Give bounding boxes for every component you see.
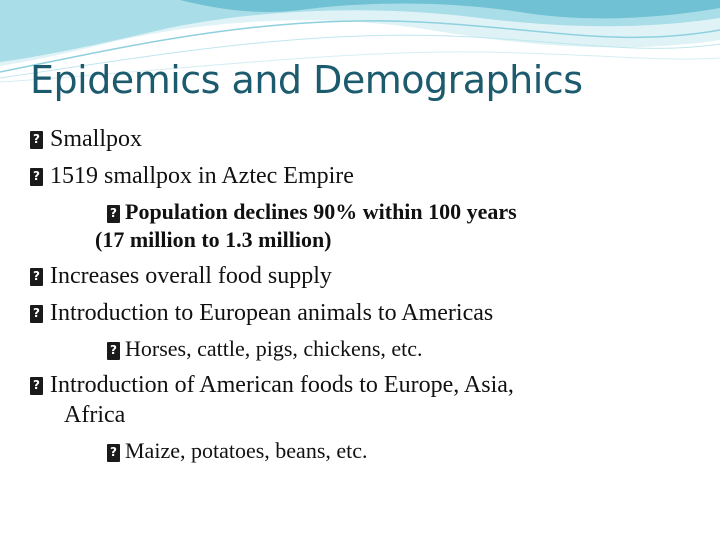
bullet-item: [30, 124, 710, 154]
sub-bullet-item: [30, 437, 710, 465]
sub-bullet-continuation: (17 million to 1.3 million): [95, 227, 332, 252]
missing-glyph-box-icon: [30, 168, 43, 186]
bullet-continuation: Africa: [64, 402, 126, 428]
bullet-item: [30, 298, 710, 328]
missing-glyph-box-icon: [30, 268, 43, 286]
bullet-item: [30, 161, 710, 191]
sub-bullet-text: Population declines 90% within 100 years: [125, 199, 517, 224]
sub-bullet-item: [30, 198, 710, 254]
bullet-list: [30, 124, 710, 472]
missing-glyph-box-icon: [107, 342, 120, 360]
bullet-text: Introduction to European animals to Americas: [50, 300, 494, 326]
bullet-item: [30, 370, 710, 430]
sub-bullet-text: Maize, potatoes, beans, etc.: [125, 438, 368, 463]
missing-glyph-box-icon: [107, 444, 120, 462]
missing-glyph-box-icon: [107, 205, 120, 223]
missing-glyph-box-icon: [30, 377, 43, 395]
bullet-text: Smallpox: [50, 126, 143, 152]
sub-bullet-text: Horses, cattle, pigs, chickens, etc.: [125, 336, 423, 361]
sub-bullet-item: [30, 335, 710, 363]
bullet-text: Introduction of American foods to Europe, Asia,: [50, 372, 514, 398]
slide-title: Epidemics and Demographics: [30, 58, 583, 102]
bullet-text: Increases overall food supply: [50, 263, 332, 289]
bullet-text: 1519 smallpox in Aztec Empire: [50, 163, 354, 189]
missing-glyph-box-icon: [30, 131, 43, 149]
missing-glyph-box-icon: [30, 305, 43, 323]
bullet-item: [30, 261, 710, 291]
